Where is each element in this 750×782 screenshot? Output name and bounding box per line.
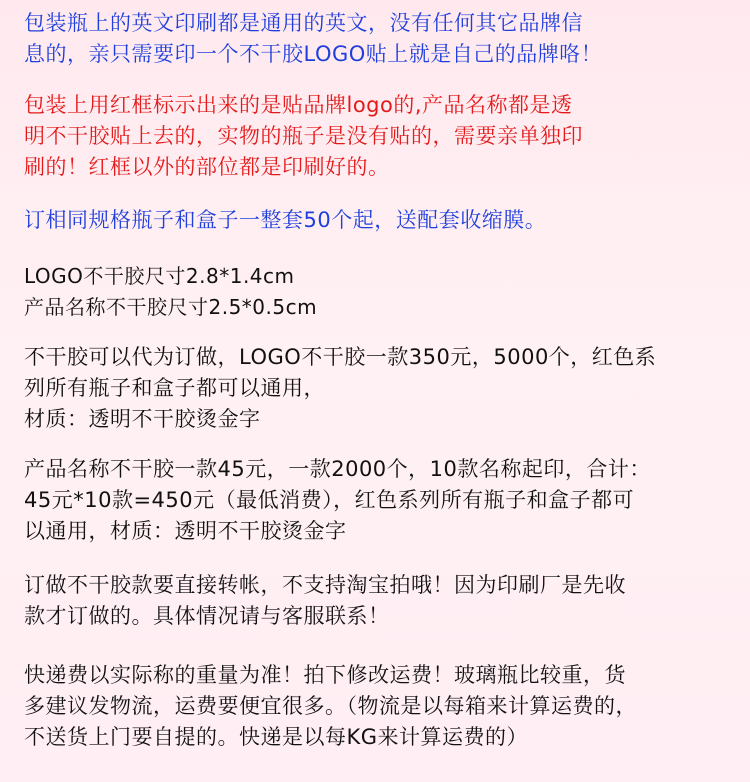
intro-notice-line-2: 息的，亲只需要印一个不干胶LOGO贴上就是自己的品牌咯！ xyxy=(24,42,603,66)
name-sticker-price xyxy=(24,454,736,547)
red-frame-notice-line-3: 刷的！红框以外的部位都是印刷好的。 xyxy=(24,155,390,179)
name-sticker-price-line-1: 产品名称不干胶一款45元，一款2000个，10款名称起印，合计： xyxy=(24,457,651,481)
shipping-notice-line-1: 快递费以实际称的重量为准！拍下修改运费！玻璃瓶比较重，货 xyxy=(24,663,626,687)
red-frame-notice xyxy=(24,90,736,183)
order-notice-line-1: 订相同规格瓶子和盒子一整套50个起，送配套收缩膜。 xyxy=(24,208,547,232)
logo-sticker-price xyxy=(24,342,736,435)
red-frame-notice-line-1: 包装上用红框标示出来的是贴品牌logo的,产品名称都是透 xyxy=(24,93,573,117)
intro-notice-line-1: 包装瓶上的英文印刷都是通用的英文，没有任何其它品牌信 xyxy=(24,11,583,35)
payment-notice xyxy=(24,570,736,632)
logo-sticker-size: LOGO不干胶尺寸2.8*1.4cm xyxy=(24,264,295,288)
name-sticker-price-line-2: 45元*10款=450元（最低消费），红色系列所有瓶子和盒子都可 xyxy=(24,488,635,512)
payment-notice-line-1: 订做不干胶款要直接转帐，不支持淘宝拍哦！因为印刷厂是先收 xyxy=(24,573,626,597)
logo-sticker-price-line-2: 列所有瓶子和盒子都可以通用， xyxy=(24,376,325,400)
intro-notice xyxy=(24,8,736,70)
name-sticker-size: 产品名称不干胶尺寸2.5*0.5cm xyxy=(24,295,318,319)
logo-sticker-price-line-3: 材质：透明不干胶烫金字 xyxy=(24,407,261,431)
order-notice xyxy=(24,205,736,236)
name-sticker-price-line-3: 以通用，材质：透明不干胶烫金字 xyxy=(24,519,347,543)
shipping-notice xyxy=(24,660,736,753)
sticker-sizes xyxy=(24,261,736,323)
payment-notice-line-2: 款才订做的。具体情况请与客服联系！ xyxy=(24,604,390,628)
shipping-notice-line-2: 多建议发物流，运费要便宜很多。（物流是以每箱来计算运费的， xyxy=(24,694,637,718)
logo-sticker-price-line-1: 不干胶可以代为订做，LOGO不干胶一款350元，5000个，红色系 xyxy=(24,345,657,369)
shipping-notice-line-3: 不送货上门要自提的。快递是以每KG来计算运费的） xyxy=(24,725,529,749)
red-frame-notice-line-2: 明不干胶贴上去的，实物的瓶子是没有贴的，需要亲单独印 xyxy=(24,124,583,148)
